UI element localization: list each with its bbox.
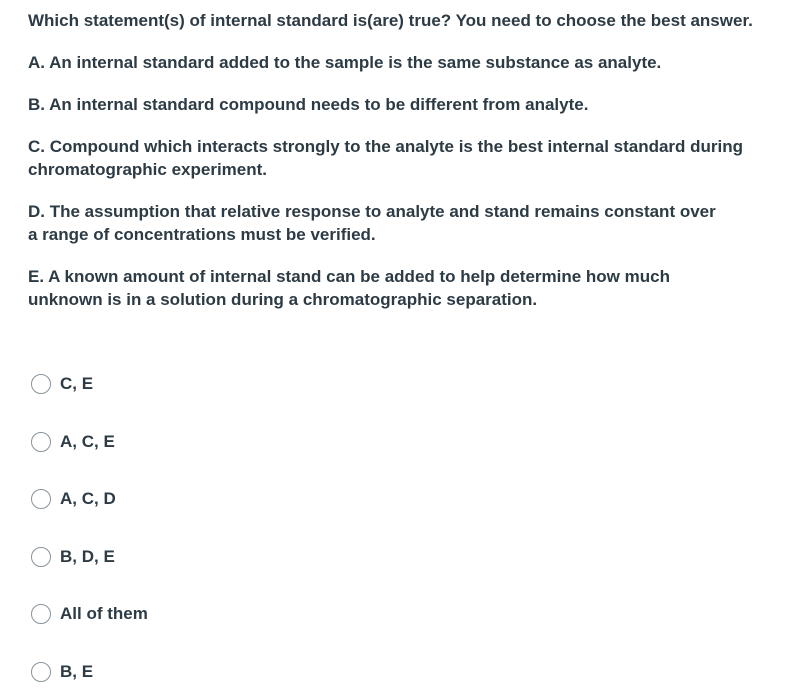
answer-option[interactable] (31, 660, 731, 684)
statement-b: B. An internal standard compound needs to be different from analyte. (28, 95, 589, 114)
radio-button[interactable] (31, 489, 51, 509)
answer-option[interactable] (31, 545, 731, 569)
radio-button[interactable] (31, 547, 51, 567)
answer-label[interactable]: A, C, E (60, 431, 115, 451)
answer-label[interactable]: B, D, E (60, 546, 115, 566)
radio-button[interactable] (31, 432, 51, 452)
answer-options (31, 372, 731, 684)
answer-label[interactable]: A, C, D (60, 489, 116, 509)
statement-a: A. An internal standard added to the sample is the same substance as analyte. (28, 53, 662, 72)
question-block (28, 9, 768, 311)
radio-button[interactable] (31, 604, 51, 624)
answer-option[interactable] (31, 372, 731, 396)
radio-button[interactable] (31, 374, 51, 394)
answer-option[interactable] (31, 602, 731, 626)
statement-c: C. Compound which interacts strongly to the analyte is the best internal standard during chromatographic experiment. (28, 137, 744, 179)
answer-label[interactable]: All of them (60, 604, 148, 624)
answer-option[interactable] (31, 487, 731, 511)
answer-label[interactable]: C, E (60, 374, 94, 393)
answer-label[interactable]: B, E (60, 661, 94, 681)
statement-e: E. A known amount of internal stand can be added to help determine how much unknown is in a solution during a chromatographic separation. (28, 267, 670, 309)
statement-d: D. The assumption that relative response to analyte and stand remains constant over a range of concentrations must be verified. (28, 202, 716, 244)
answer-option[interactable] (31, 430, 731, 454)
radio-button[interactable] (31, 662, 51, 682)
question-prompt: Which statement(s) of internal standard is(are) true? You need to choose the best answer. (28, 11, 753, 30)
